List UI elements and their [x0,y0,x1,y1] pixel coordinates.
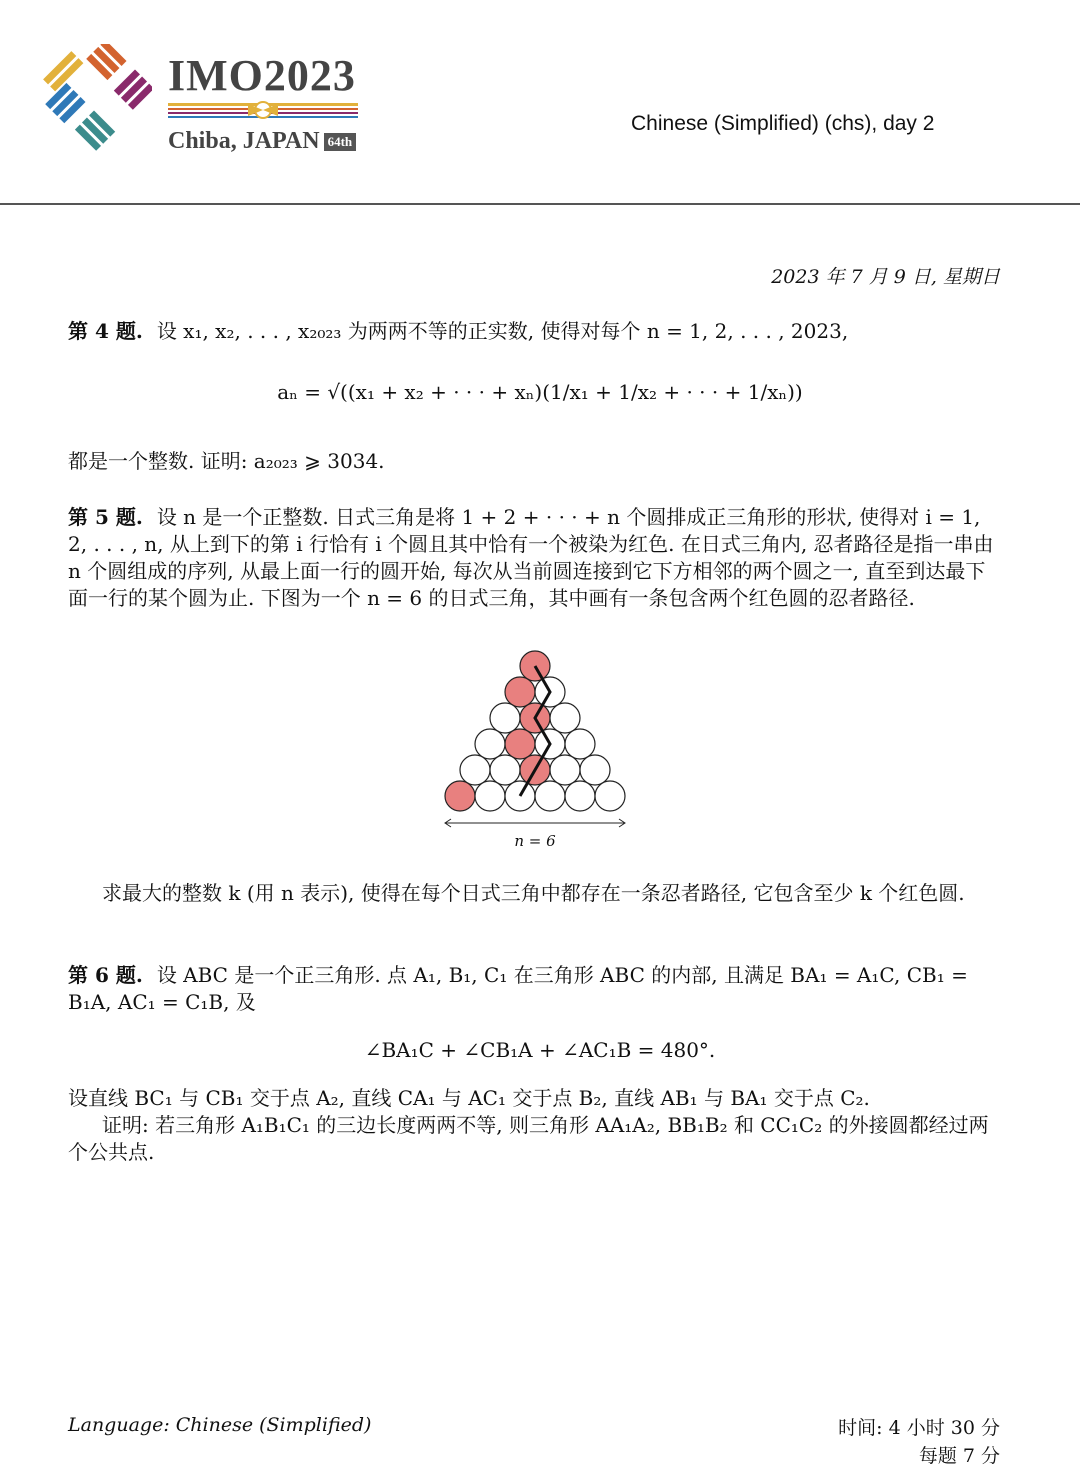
exam-date: 2023 年 7 月 9 日, 星期日 [771,266,1000,288]
white-circle [475,729,505,759]
problem-4-intro [68,318,1002,345]
red-circle [505,729,535,759]
logo-city [168,126,358,156]
white-circle [550,703,580,733]
white-circle [595,781,625,811]
white-circle [550,755,580,785]
problem-4-formula: aₙ = √((x₁ + x₂ + · · · + xₙ)(1/x₁ + 1/x₂ + · · · + 1/xₙ)) [277,380,803,404]
white-circle [565,781,595,811]
footer-info [838,1414,1000,1470]
japanese-triangle-figure [430,648,640,858]
footer-time: 时间: 4 小时 30 分 [838,1417,1000,1439]
width-arrow [445,819,625,827]
problem-6-intro [68,962,1002,1016]
white-circle [490,755,520,785]
footer-points: 每题 7 分 [918,1445,1000,1467]
problem-4-label: 第 4 题. [68,319,143,343]
white-circle [565,729,595,759]
header-divider [0,203,1080,205]
problem-6-intro-text: 设 ABC 是一个正三角形. 点 A₁, B₁, C₁ 在三角形 ABC 的内部, 且满足 BA₁ = A₁C, CB₁ = B₁A, AC₁ = C₁B, 及 [68,963,968,1014]
ribbon-icon [168,100,358,120]
logo-city-label: Chiba, JAPAN [168,128,320,154]
language-day-label: Chinese (Simplified) (chs), day 2 [631,112,935,135]
logo-edition-badge: 64th [324,133,357,151]
red-circle [445,781,475,811]
white-circle [580,755,610,785]
problem-5-body [68,504,1002,612]
problem-6-formula: ∠BA₁C + ∠CB₁A + ∠AC₁B = 480°. [364,1038,716,1062]
footer-language: Language: Chinese (Simplified) [68,1414,372,1436]
logo-title: IMO2023 [168,51,356,100]
logo-text [168,51,358,156]
white-circle [460,755,490,785]
problem-6-line2: 证明: 若三角形 A₁B₁C₁ 的三边长度两两不等, 则三角形 AA₁A₂, BB₁B₂ 和 CC₁C₂ 的外接圆都经过两个公共点. [68,1113,989,1164]
figure-label: n = 6 [514,832,556,850]
white-circle [535,781,565,811]
problem-5-body-text: 设 n 是一个正整数. 日式三角是将 1 + 2 + · · · + n 个圆排成正三角形的形状, 使得对 i = 1, 2, . . . , n, 从上到下的第 i 行恰有 i 个圆且其中恰有一个被染为红色. 在日式三角内, 忍者路径是指一串由 n 个圆组成的序列, 从最上面一行的圆开始, 每次从当前圆连接到它下方相邻的两个圆之一, 直至到达最下面一行的某个圆为止. 下图为一个 n = 6 的日式三角，其中画有一条包含两个红色圆的忍者路径. [68,505,994,610]
red-circle [505,677,535,707]
problem-5-label: 第 5 题. [68,505,143,529]
problem-4-conclusion: 都是一个整数. 证明: a₂₀₂₃ ⩾ 3034. [68,449,385,473]
problem-6-label: 第 6 题. [68,963,143,987]
white-circle [475,781,505,811]
problem-4-intro-text: 设 x₁, x₂, . . . , x₂₀₂₃ 为两两不等的正实数, 使得对每个 n = 1, 2, . . . , 2023, [156,319,849,343]
problem-6-line1: 设直线 BC₁ 与 CB₁ 交于点 A₂, 直线 CA₁ 与 AC₁ 交于点 B₂, 直线 AB₁ 与 BA₁ 交于点 C₂. [68,1086,870,1110]
imo-logo-icon [36,44,152,160]
problem-5-question: 求最大的整数 k (用 n 表示), 使得在每个日式三角中都存在一条忍者路径, 它包含至少 k 个红色圆. [102,881,965,905]
white-circle [490,703,520,733]
